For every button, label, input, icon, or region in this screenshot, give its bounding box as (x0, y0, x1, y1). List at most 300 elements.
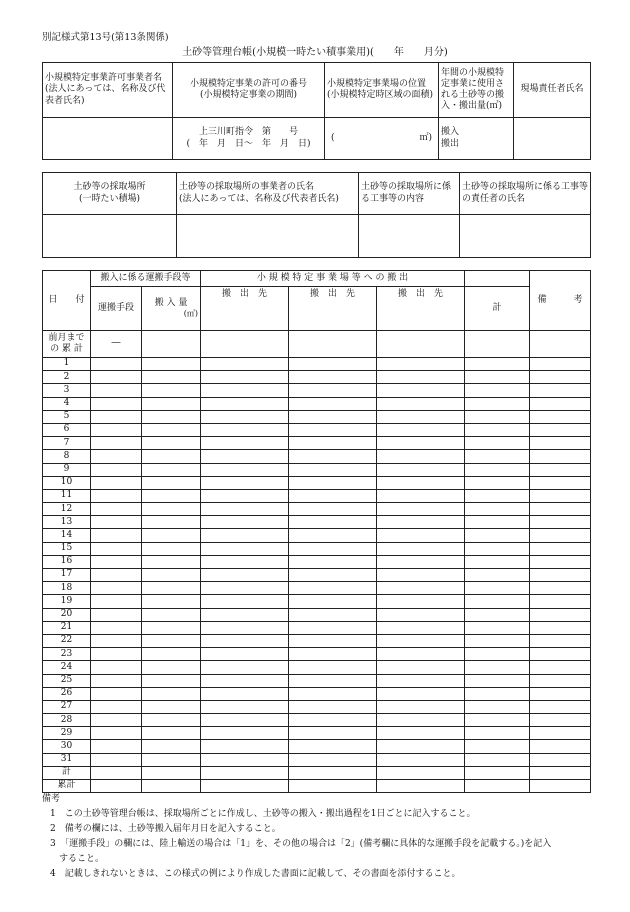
cell-day-transport[interactable] (91, 753, 142, 766)
cell-day-remarks[interactable] (530, 542, 591, 555)
table-row (43, 516, 591, 529)
cell-day-transport[interactable] (91, 727, 142, 740)
cell-day-dest-1[interactable] (201, 463, 289, 476)
cell-day-dest-1[interactable] (201, 569, 289, 582)
cell-day-dest-1[interactable] (201, 634, 289, 647)
cell-day-amount[interactable] (142, 608, 201, 621)
cell-day-remarks[interactable] (530, 489, 591, 502)
cell-day-dest-2[interactable] (289, 437, 377, 450)
row-label-day: 27 (43, 700, 91, 713)
cell-day-dest-2[interactable] (289, 727, 377, 740)
cell-day-dest-2[interactable] (289, 648, 377, 661)
cell-day-amount[interactable] (142, 423, 201, 436)
cell-day-dest-3[interactable] (377, 463, 465, 476)
cell-day-amount[interactable] (142, 371, 201, 384)
header-site-manager: 現場責任者氏名 (514, 63, 591, 118)
cell-day-amount[interactable] (142, 410, 201, 423)
cell-day-amount[interactable] (142, 595, 201, 608)
cell-day-remarks[interactable] (530, 397, 591, 410)
cell-permit-number[interactable] (173, 118, 325, 160)
row-label-day: 16 (43, 555, 91, 568)
cell-cum-dest-3[interactable] (377, 779, 465, 792)
cell-total-transport[interactable] (91, 766, 142, 779)
header-operator: 小規模特定事業許可事業者名 (法人にあっては、名称及び代表者氏名) (43, 63, 173, 118)
cell-day-amount[interactable] (142, 582, 201, 595)
cell-day-dest-1[interactable] (201, 384, 289, 397)
row-label-day: 11 (43, 489, 91, 502)
cell-day-dest-3[interactable] (377, 700, 465, 713)
cell-day-dest-3[interactable] (377, 450, 465, 463)
cell-cum-total[interactable] (465, 779, 530, 792)
cell-day-amount[interactable] (142, 753, 201, 766)
cell-day-transport[interactable] (91, 608, 142, 621)
cell-day-total[interactable] (465, 661, 530, 674)
cell-day-total[interactable] (465, 740, 530, 753)
cell-work-content[interactable] (359, 215, 460, 258)
cell-day-remarks[interactable] (530, 753, 591, 766)
cell-work-manager[interactable] (460, 215, 591, 258)
cell-day-dest-1[interactable] (201, 621, 289, 634)
cell-day-remarks[interactable] (530, 410, 591, 423)
cell-operator[interactable] (43, 118, 173, 160)
cell-cum-remarks[interactable] (530, 779, 591, 792)
cell-day-amount[interactable] (142, 648, 201, 661)
row-label-day: 14 (43, 529, 91, 542)
cell-day-transport[interactable] (91, 569, 142, 582)
cell-day-amount[interactable] (142, 397, 201, 410)
cell-day-transport[interactable] (91, 621, 142, 634)
cell-day-transport[interactable] (91, 358, 142, 371)
cell-day-transport[interactable] (91, 542, 142, 555)
cell-day-dest-1[interactable] (201, 529, 289, 542)
cell-day-remarks[interactable] (530, 516, 591, 529)
cell-day-total[interactable] (465, 700, 530, 713)
cell-day-amount[interactable] (142, 516, 201, 529)
cell-day-amount[interactable] (142, 476, 201, 489)
cell-day-dest-2[interactable] (289, 595, 377, 608)
table-source-info (42, 172, 591, 258)
cell-cum-transport[interactable] (91, 779, 142, 792)
cell-day-dest-1[interactable] (201, 727, 289, 740)
cell-day-total[interactable] (465, 397, 530, 410)
table-row (43, 503, 591, 516)
permit-line-1: 上三川町指令 第 号 (198, 127, 298, 138)
cell-day-remarks[interactable] (530, 714, 591, 727)
cell-day-remarks[interactable] (530, 634, 591, 647)
cell-day-dest-1[interactable] (201, 753, 289, 766)
cell-day-total[interactable] (465, 503, 530, 516)
cell-day-amount[interactable] (142, 621, 201, 634)
cell-prev-dest-2[interactable] (289, 331, 377, 358)
cell-day-amount[interactable] (142, 450, 201, 463)
cell-day-dest-1[interactable] (201, 450, 289, 463)
cell-day-dest-2[interactable] (289, 410, 377, 423)
cell-day-remarks[interactable] (530, 621, 591, 634)
cell-day-dest-2[interactable] (289, 503, 377, 516)
cell-day-amount[interactable] (142, 542, 201, 555)
cell-day-amount[interactable] (142, 661, 201, 674)
row-label-day: 15 (43, 542, 91, 555)
cell-day-transport[interactable] (91, 476, 142, 489)
cell-day-dest-3[interactable] (377, 358, 465, 371)
cell-day-dest-3[interactable] (377, 595, 465, 608)
cell-day-dest-2[interactable] (289, 687, 377, 700)
cell-day-total[interactable] (465, 555, 530, 568)
cell-day-amount[interactable] (142, 384, 201, 397)
cell-day-total[interactable] (465, 516, 530, 529)
cell-day-dest-2[interactable] (289, 608, 377, 621)
cell-day-dest-2[interactable] (289, 476, 377, 489)
header-transport: 運搬手段 (91, 287, 142, 331)
cell-cum-dest-2[interactable] (289, 779, 377, 792)
cell-day-amount[interactable] (142, 700, 201, 713)
cell-day-total[interactable] (465, 674, 530, 687)
cell-day-dest-3[interactable] (377, 423, 465, 436)
cell-day-total[interactable] (465, 569, 530, 582)
cell-total-dest-2[interactable] (289, 766, 377, 779)
cell-day-transport[interactable] (91, 503, 142, 516)
table-row (43, 542, 591, 555)
table-row (43, 476, 591, 489)
cell-day-transport[interactable] (91, 437, 142, 450)
cell-day-dest-2[interactable] (289, 450, 377, 463)
cell-day-dest-2[interactable] (289, 463, 377, 476)
cell-day-dest-1[interactable] (201, 542, 289, 555)
cell-day-remarks[interactable] (530, 503, 591, 516)
row-label-day: 4 (43, 397, 91, 410)
cell-day-remarks[interactable] (530, 582, 591, 595)
cell-cum-dest-1[interactable] (201, 779, 289, 792)
cell-total-dest-3[interactable] (377, 766, 465, 779)
row-label-day: 3 (43, 384, 91, 397)
cell-day-transport[interactable] (91, 714, 142, 727)
header-work-content: 土砂等の採取場所に係る工事等の内容 (359, 173, 460, 215)
cell-day-dest-2[interactable] (289, 740, 377, 753)
cell-day-dest-1[interactable] (201, 489, 289, 502)
cell-day-total[interactable] (465, 595, 530, 608)
row-label-day: 7 (43, 437, 91, 450)
cell-day-total[interactable] (465, 437, 530, 450)
table-row (43, 569, 591, 582)
cell-day-dest-2[interactable] (289, 384, 377, 397)
cell-day-dest-2[interactable] (289, 634, 377, 647)
cell-day-dest-2[interactable] (289, 516, 377, 529)
cell-day-remarks[interactable] (530, 648, 591, 661)
cell-day-remarks[interactable] (530, 608, 591, 621)
cell-day-dest-3[interactable] (377, 714, 465, 727)
cell-day-amount[interactable] (142, 674, 201, 687)
cell-day-amount[interactable] (142, 358, 201, 371)
cell-day-dest-3[interactable] (377, 727, 465, 740)
cell-total-remarks[interactable] (530, 766, 591, 779)
cell-day-remarks[interactable] (530, 437, 591, 450)
cell-prev-dest-1[interactable] (201, 331, 289, 358)
cell-day-dest-3[interactable] (377, 687, 465, 700)
cell-day-total[interactable] (465, 582, 530, 595)
cell-day-dest-2[interactable] (289, 569, 377, 582)
cell-prev-remarks[interactable] (530, 331, 591, 358)
cell-day-dest-2[interactable] (289, 555, 377, 568)
row-label-day: 10 (43, 476, 91, 489)
table-row (43, 437, 591, 450)
cell-day-remarks[interactable] (530, 358, 591, 371)
cell-cum-amount[interactable] (142, 779, 201, 792)
table-row (43, 608, 591, 621)
cell-day-transport[interactable] (91, 450, 142, 463)
cell-day-amount[interactable] (142, 687, 201, 700)
cell-day-dest-2[interactable] (289, 542, 377, 555)
cell-day-transport[interactable] (91, 555, 142, 568)
cell-day-transport[interactable] (91, 371, 142, 384)
cell-day-total[interactable] (465, 463, 530, 476)
cell-day-dest-2[interactable] (289, 621, 377, 634)
table-row (43, 397, 591, 410)
cell-day-remarks[interactable] (530, 529, 591, 542)
header-date: 日 付 (43, 271, 91, 331)
cell-day-transport[interactable] (91, 687, 142, 700)
cell-day-amount[interactable] (142, 740, 201, 753)
cell-day-dest-2[interactable] (289, 358, 377, 371)
cell-day-amount[interactable] (142, 503, 201, 516)
cell-day-amount[interactable] (142, 569, 201, 582)
header-remarks: 備 考 (530, 271, 591, 331)
cell-day-dest-1[interactable] (201, 423, 289, 436)
row-label-day: 17 (43, 569, 91, 582)
area-unit: ㎡) (419, 132, 432, 143)
cell-annual-volume[interactable] (439, 118, 514, 160)
row-label-day: 6 (43, 423, 91, 436)
cell-day-dest-2[interactable] (289, 700, 377, 713)
cell-day-total[interactable] (465, 634, 530, 647)
cell-day-dest-1[interactable] (201, 740, 289, 753)
volume-in-label: 搬入 (441, 127, 460, 138)
cell-day-dest-1[interactable] (201, 674, 289, 687)
cell-day-amount[interactable] (142, 489, 201, 502)
table-row (43, 529, 591, 542)
cell-day-dest-2[interactable] (289, 529, 377, 542)
cell-prev-dest-3[interactable] (377, 331, 465, 358)
cell-day-dest-1[interactable] (201, 437, 289, 450)
cell-day-dest-1[interactable] (201, 516, 289, 529)
cell-day-total[interactable] (465, 727, 530, 740)
cell-day-dest-3[interactable] (377, 740, 465, 753)
cell-day-amount[interactable] (142, 634, 201, 647)
cell-day-dest-3[interactable] (377, 410, 465, 423)
cell-day-total[interactable] (465, 410, 530, 423)
table-row (43, 555, 591, 568)
cell-day-remarks[interactable] (530, 423, 591, 436)
cell-day-dest-3[interactable] (377, 569, 465, 582)
cell-day-amount[interactable] (142, 463, 201, 476)
note-2: 2 備考の欄には、土砂等搬入届年月日を記入すること。 (50, 824, 281, 834)
cell-day-transport[interactable] (91, 384, 142, 397)
cell-day-dest-3[interactable] (377, 661, 465, 674)
cell-day-dest-2[interactable] (289, 661, 377, 674)
cell-day-dest-1[interactable] (201, 595, 289, 608)
cell-day-transport[interactable] (91, 410, 142, 423)
header-permit-number: 小規模特定事業の許可の番号 (小規模特定事業の期間) (173, 63, 325, 118)
cell-day-dest-1[interactable] (201, 503, 289, 516)
cell-day-transport[interactable] (91, 661, 142, 674)
cell-day-dest-1[interactable] (201, 476, 289, 489)
cell-day-transport[interactable] (91, 700, 142, 713)
cell-total-dest-1[interactable] (201, 766, 289, 779)
cell-day-dest-3[interactable] (377, 529, 465, 542)
cell-day-dest-1[interactable] (201, 661, 289, 674)
cell-day-transport[interactable] (91, 740, 142, 753)
cell-day-remarks[interactable] (530, 450, 591, 463)
cell-day-dest-3[interactable] (377, 648, 465, 661)
cell-day-remarks[interactable] (530, 700, 591, 713)
cell-day-total[interactable] (465, 542, 530, 555)
cell-day-dest-1[interactable] (201, 397, 289, 410)
cell-day-dest-2[interactable] (289, 753, 377, 766)
cell-day-remarks[interactable] (530, 371, 591, 384)
cell-day-total[interactable] (465, 648, 530, 661)
cell-day-dest-1[interactable] (201, 410, 289, 423)
cell-day-dest-3[interactable] (377, 555, 465, 568)
cell-day-dest-3[interactable] (377, 384, 465, 397)
cell-site-location[interactable] (325, 118, 439, 160)
cell-day-dest-3[interactable] (377, 397, 465, 410)
row-label-day: 31 (43, 753, 91, 766)
cell-day-total[interactable] (465, 423, 530, 436)
cell-day-transport[interactable] (91, 463, 142, 476)
table-permit-info (42, 62, 591, 160)
header-inbound-group: 搬入に係る運搬手段等 (91, 271, 201, 287)
cell-day-amount[interactable] (142, 529, 201, 542)
note-4: 4 記載しきれないときは、この様式の例により作成した書面に記載して、その書面を添付すること。 (50, 869, 461, 879)
cell-day-dest-3[interactable] (377, 621, 465, 634)
header-source-location: 土砂等の採取場所 (一時たい積場) (43, 173, 177, 215)
table-row (43, 714, 591, 727)
cell-total-total[interactable] (465, 766, 530, 779)
table-row (43, 674, 591, 687)
cell-day-transport[interactable] (91, 516, 142, 529)
cell-day-dest-1[interactable] (201, 687, 289, 700)
cell-day-transport[interactable] (91, 423, 142, 436)
cell-day-transport[interactable] (91, 529, 142, 542)
cell-day-dest-1[interactable] (201, 700, 289, 713)
cell-day-transport[interactable] (91, 634, 142, 647)
cell-day-dest-1[interactable] (201, 648, 289, 661)
cell-day-dest-3[interactable] (377, 437, 465, 450)
cell-day-dest-3[interactable] (377, 542, 465, 555)
row-label-day: 19 (43, 595, 91, 608)
cell-day-total[interactable] (465, 384, 530, 397)
cell-total-amount[interactable] (142, 766, 201, 779)
cell-day-dest-2[interactable] (289, 582, 377, 595)
cell-day-remarks[interactable] (530, 674, 591, 687)
cell-day-dest-3[interactable] (377, 489, 465, 502)
cell-day-dest-2[interactable] (289, 714, 377, 727)
cell-day-remarks[interactable] (530, 740, 591, 753)
cell-day-dest-2[interactable] (289, 674, 377, 687)
cell-day-dest-3[interactable] (377, 582, 465, 595)
cell-prev-amount[interactable] (142, 331, 201, 358)
table-row (43, 582, 591, 595)
cell-day-dest-2[interactable] (289, 371, 377, 384)
cell-day-dest-3[interactable] (377, 516, 465, 529)
cell-day-remarks[interactable] (530, 595, 591, 608)
cell-day-transport[interactable] (91, 648, 142, 661)
table-row (43, 423, 591, 436)
cell-day-dest-3[interactable] (377, 674, 465, 687)
header-destination-3: 搬 出 先 (377, 287, 465, 331)
cell-day-dest-3[interactable] (377, 503, 465, 516)
cell-day-dest-2[interactable] (289, 397, 377, 410)
cell-day-total[interactable] (465, 608, 530, 621)
row-label-previous-cumulative: 前月まで の 累 計 (43, 331, 91, 358)
cell-day-dest-1[interactable] (201, 714, 289, 727)
cell-day-remarks[interactable] (530, 476, 591, 489)
cell-day-transport[interactable] (91, 397, 142, 410)
cell-day-total[interactable] (465, 529, 530, 542)
cell-day-dest-3[interactable] (377, 476, 465, 489)
cell-day-remarks[interactable] (530, 569, 591, 582)
cell-day-amount[interactable] (142, 437, 201, 450)
cell-day-dest-2[interactable] (289, 423, 377, 436)
cell-day-amount[interactable] (142, 714, 201, 727)
cell-day-remarks[interactable] (530, 555, 591, 568)
cell-day-dest-1[interactable] (201, 371, 289, 384)
notes-title: 備考 (42, 794, 61, 804)
cell-day-total[interactable] (465, 714, 530, 727)
cell-day-transport[interactable] (91, 582, 142, 595)
cell-day-total[interactable] (465, 687, 530, 700)
cell-day-dest-1[interactable] (201, 358, 289, 371)
cell-day-dest-3[interactable] (377, 753, 465, 766)
row-label-total: 計 (43, 766, 91, 779)
table-row (43, 384, 591, 397)
cell-day-total[interactable] (465, 753, 530, 766)
cell-day-dest-1[interactable] (201, 582, 289, 595)
cell-day-total[interactable] (465, 450, 530, 463)
cell-source-operator[interactable] (177, 215, 359, 258)
cell-day-dest-2[interactable] (289, 489, 377, 502)
cell-day-amount[interactable] (142, 727, 201, 740)
cell-day-total[interactable] (465, 371, 530, 384)
cell-site-manager[interactable] (514, 118, 591, 160)
cell-day-dest-1[interactable] (201, 608, 289, 621)
cell-day-remarks[interactable] (530, 661, 591, 674)
cell-day-dest-3[interactable] (377, 608, 465, 621)
cell-day-total[interactable] (465, 489, 530, 502)
table-row (43, 621, 591, 634)
cell-day-total[interactable] (465, 476, 530, 489)
note-1: 1 この土砂等管理台帳は、採取場所ごとに作成し、土砂等の搬入・搬出過程を1日ごとに記入すること。 (50, 809, 476, 819)
cell-day-remarks[interactable] (530, 384, 591, 397)
cell-day-dest-1[interactable] (201, 555, 289, 568)
cell-day-dest-3[interactable] (377, 371, 465, 384)
cell-day-remarks[interactable] (530, 727, 591, 740)
cell-day-total[interactable] (465, 358, 530, 371)
volume-out-label: 搬出 (441, 138, 460, 149)
cell-day-total[interactable] (465, 621, 530, 634)
header-outbound-group: 小 規 模 特 定 事 業 場 等 へ の 搬 出 (201, 271, 465, 287)
header-inbound-amount (142, 287, 201, 331)
cell-day-remarks[interactable] (530, 463, 591, 476)
cell-day-remarks[interactable] (530, 687, 591, 700)
notes-section (42, 792, 602, 882)
cell-day-transport[interactable] (91, 489, 142, 502)
cell-day-dest-3[interactable] (377, 634, 465, 647)
cell-source-location[interactable] (43, 215, 177, 258)
cell-prev-total[interactable] (465, 331, 530, 358)
cell-day-transport[interactable] (91, 674, 142, 687)
cell-day-transport[interactable] (91, 595, 142, 608)
cell-day-amount[interactable] (142, 555, 201, 568)
